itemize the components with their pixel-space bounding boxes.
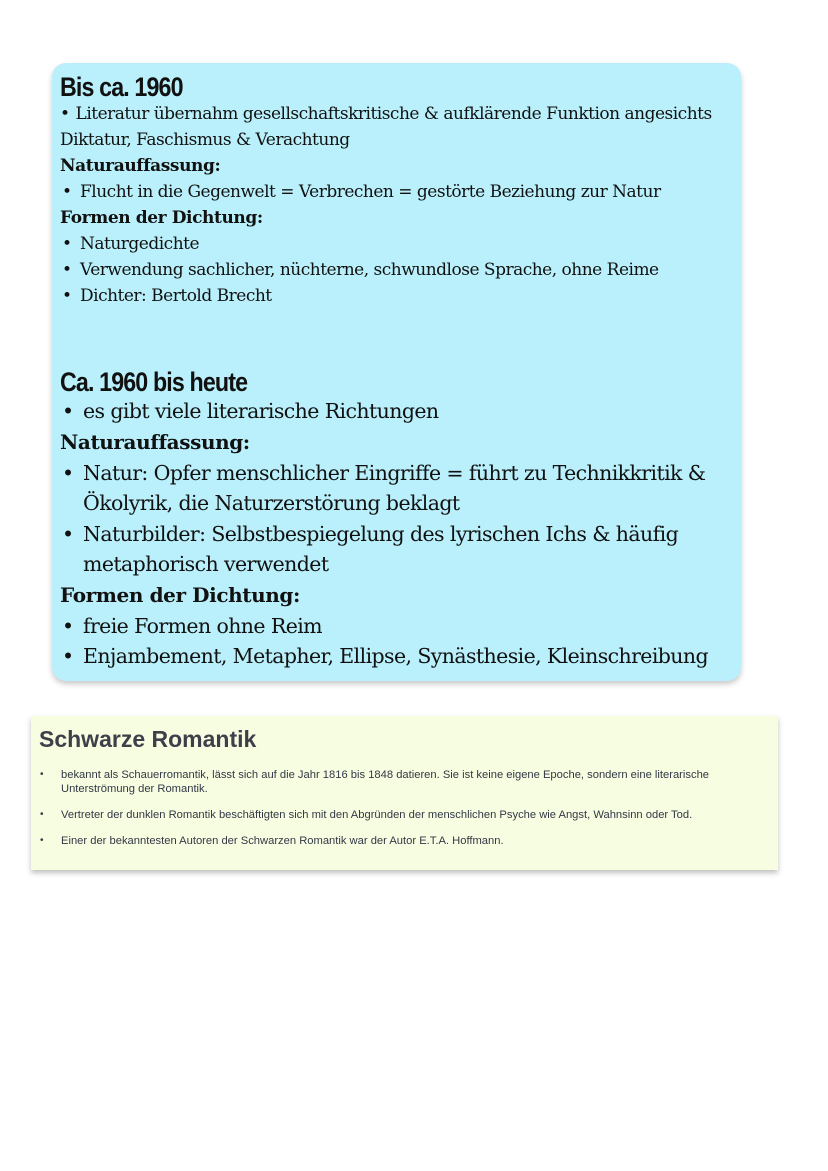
list-item: • Flucht in die Gegenwelt = Verbrechen = gestörte Beziehung zur Natur xyxy=(60,179,730,205)
bullet-icon: • xyxy=(40,835,44,846)
nature-list xyxy=(60,179,730,205)
list-item: • Enjambement, Metapher, Ellipse, Synästhesie, Kleinschreibung xyxy=(60,641,735,672)
bullet-icon: • xyxy=(62,234,72,254)
bullet-icon: • xyxy=(62,399,74,423)
list-item: • Naturgedichte xyxy=(60,231,730,257)
epoch-card xyxy=(52,63,741,681)
card-title: Schwarze Romantik xyxy=(39,726,257,752)
list-item: • Natur: Opfer menschlicher Eingriffe = führt zu Technikkritik & Ökolyrik, die Naturzerstörung beklagt xyxy=(60,458,735,519)
section-heading: Bis ca. 1960 xyxy=(60,72,183,102)
forms-heading: Formen der Dichtung: xyxy=(60,582,300,607)
intro-list xyxy=(60,396,735,427)
bullet-icon: • xyxy=(62,260,72,280)
bullet-icon: • xyxy=(62,613,74,638)
bullet-icon: • xyxy=(62,460,74,485)
bullet-icon: • xyxy=(62,521,74,546)
bullet-icon: • xyxy=(62,182,72,202)
list-item: • Dichter: Bertold Brecht xyxy=(60,283,730,309)
bullet-icon: • xyxy=(62,644,74,668)
nature-heading: Naturauffassung: xyxy=(60,156,221,176)
bullet-icon: • xyxy=(40,809,44,820)
list-item: • Einer der bekanntesten Autoren der Schwarzen Romantik war der Autor E.T.A. Hoffmann. xyxy=(40,835,504,847)
forms-list xyxy=(60,611,735,672)
nature-heading: Naturauffassung: xyxy=(60,429,250,454)
list-item: • bekannt als Schauerromantik, lässt sich auf die Jahr 1816 bis 1848 datieren. Sie ist keine eigene Epoche, sondern eine literarische Unterströmung der Romantik. xyxy=(40,769,710,795)
bullet-icon: • xyxy=(40,769,44,780)
schwarze-romantik-card xyxy=(31,716,778,870)
bullet-icon: • xyxy=(62,286,72,306)
section-heading: Ca. 1960 bis heute xyxy=(60,367,248,397)
list-item: • Literatur übernahm gesellschaftskritische & aufklärende Funktion angesichts Diktatur, Faschismus & Verachtung xyxy=(60,104,712,150)
list-item: • Naturbilder: Selbstbespiegelung des lyrischen Ichs & häufig metaphorisch verwendet xyxy=(60,519,735,580)
list-item: • Vertreter der dunklen Romantik beschäftigten sich mit den Abgründen der menschlichen Psyche wie Angst, Wahnsinn oder Tod. xyxy=(40,809,693,821)
list-item: • Verwendung sachlicher, nüchterne, schwundlose Sprache, ohne Reime xyxy=(60,257,730,283)
section-1960-today xyxy=(60,368,735,672)
romantik-list xyxy=(31,768,771,860)
section-until-1960 xyxy=(60,73,730,309)
nature-list xyxy=(60,458,735,580)
list-item: • es gibt viele literarische Richtungen xyxy=(60,396,735,427)
forms-list xyxy=(60,231,730,309)
forms-heading: Formen der Dichtung: xyxy=(60,208,263,228)
intro-list xyxy=(60,101,730,153)
bullet-icon: • xyxy=(60,104,70,124)
list-item: • freie Formen ohne Reim xyxy=(60,611,735,642)
